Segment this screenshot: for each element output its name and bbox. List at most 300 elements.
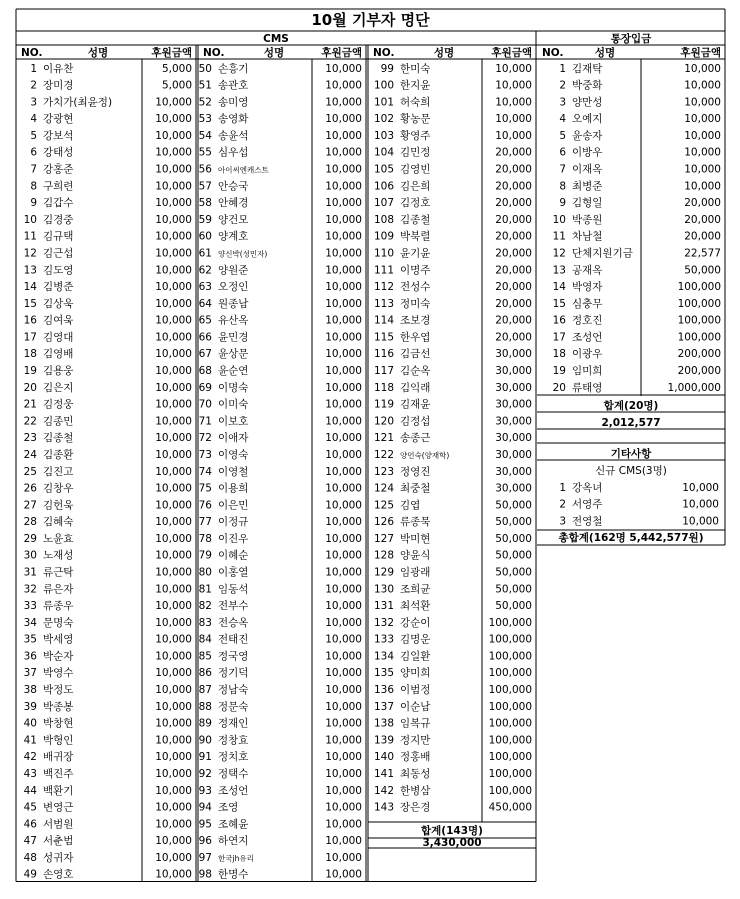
row-name: 김정섭 — [400, 415, 431, 428]
row-no: 31 — [23, 566, 37, 579]
row-no: 13 — [23, 264, 37, 277]
row-amount: 50,000 — [495, 600, 532, 613]
row-amount: 10,000 — [325, 415, 362, 428]
row-name: 김재윤 — [400, 398, 431, 411]
row-name: 김창우 — [43, 482, 74, 495]
row-amount: 20,000 — [684, 213, 721, 226]
row-no: 71 — [198, 415, 212, 428]
cms-total-value: 3,430,000 — [422, 837, 482, 849]
row-amount: 10,000 — [325, 717, 362, 730]
row-no: 5 — [30, 129, 37, 142]
row-amount: 10,000 — [155, 365, 192, 378]
row-amount: 10,000 — [325, 600, 362, 613]
row-amount: 10,000 — [155, 398, 192, 411]
row-name: 김익래 — [400, 381, 431, 394]
col-header-amount: 후원금액 — [680, 47, 721, 59]
bank-total-value: 2,012,577 — [601, 416, 661, 429]
row-name: 이미숙 — [218, 398, 249, 411]
row-amount: 20,000 — [495, 146, 532, 159]
row-no: 133 — [373, 633, 394, 646]
row-name: 송종근 — [400, 432, 431, 445]
row-no: 68 — [198, 365, 212, 378]
row-name: 정지만 — [400, 734, 431, 747]
row-name: 박종원 — [572, 213, 603, 226]
row-no: 120 — [373, 415, 394, 428]
row-name: 강옥녀 — [572, 481, 603, 494]
row-no: 118 — [373, 381, 394, 394]
row-name: 김상욱 — [43, 297, 74, 310]
row-amount: 10,000 — [325, 566, 362, 579]
row-name: 김은희 — [400, 180, 431, 193]
row-name: 김정웅 — [43, 398, 74, 411]
row-no: 135 — [373, 667, 394, 680]
row-amount: 10,000 — [155, 113, 192, 126]
row-amount: 10,000 — [155, 734, 192, 747]
row-name: 안승국 — [218, 180, 249, 193]
row-no: 4 — [559, 113, 566, 126]
row-no: 83 — [198, 616, 212, 629]
row-amount: 10,000 — [684, 62, 721, 75]
row-no: 55 — [198, 146, 212, 159]
row-name: 이광우 — [572, 348, 603, 361]
row-no: 100 — [373, 79, 394, 92]
bank-total-label: 합계(20명) — [603, 399, 659, 412]
row-no: 3 — [30, 96, 37, 109]
row-name: 송윤석 — [218, 129, 249, 142]
row-amount: 10,000 — [325, 767, 362, 780]
row-name: 이순남 — [400, 700, 431, 713]
row-name: 정문숙 — [218, 700, 249, 713]
row-amount: 10,000 — [155, 717, 192, 730]
row-name: 양언숙(양재학) — [400, 450, 450, 460]
row-amount: 10,000 — [684, 113, 721, 126]
row-name: 조혜윤 — [218, 818, 249, 831]
row-name: 백진주 — [43, 767, 74, 780]
row-name: 이유찬 — [43, 62, 74, 75]
row-name: 가치가(최윤정) — [43, 96, 113, 109]
row-name: 김여욱 — [43, 314, 74, 327]
row-amount: 10,000 — [325, 264, 362, 277]
row-amount: 10,000 — [682, 515, 719, 528]
row-no: 5 — [559, 129, 566, 142]
row-name: 양신박(성민자) — [218, 249, 268, 259]
row-name: 조성언 — [572, 331, 603, 344]
row-name: 정영진 — [400, 465, 431, 478]
row-no: 88 — [198, 700, 212, 713]
row-amount: 30,000 — [495, 398, 532, 411]
row-name: 김금선 — [400, 348, 431, 361]
row-amount: 10,000 — [155, 835, 192, 848]
row-no: 12 — [552, 247, 566, 260]
row-name: 김갑수 — [43, 197, 74, 210]
row-name: 이명주 — [400, 264, 431, 277]
row-no: 48 — [23, 851, 37, 864]
row-name: 장은경 — [400, 801, 431, 814]
row-no: 130 — [373, 583, 394, 596]
row-name: 서범원 — [43, 818, 74, 831]
row-no: 19 — [23, 365, 37, 378]
row-amount: 10,000 — [155, 247, 192, 260]
row-amount: 50,000 — [495, 549, 532, 562]
row-amount: 10,000 — [325, 851, 362, 864]
row-amount: 20,000 — [684, 197, 721, 210]
row-no: 79 — [198, 549, 212, 562]
row-name: 정기덕 — [218, 667, 249, 680]
row-no: 3 — [559, 515, 566, 528]
row-no: 36 — [23, 650, 37, 663]
row-no: 85 — [198, 650, 212, 663]
row-amount: 10,000 — [155, 264, 192, 277]
row-no: 29 — [23, 532, 37, 545]
row-no: 115 — [373, 331, 394, 344]
row-name: 이진우 — [218, 532, 249, 545]
row-no: 6 — [559, 146, 566, 159]
row-no: 2 — [559, 498, 566, 511]
row-name: 박형인 — [43, 734, 74, 747]
row-no: 104 — [373, 146, 394, 159]
row-amount: 100,000 — [677, 331, 721, 344]
row-name: 조영 — [218, 801, 239, 814]
row-amount: 10,000 — [155, 851, 192, 864]
row-no: 92 — [198, 767, 212, 780]
row-no: 50 — [198, 62, 212, 75]
row-no: 87 — [198, 684, 212, 697]
row-name: 김도영 — [43, 264, 74, 277]
row-no: 40 — [23, 717, 37, 730]
row-amount: 10,000 — [325, 868, 362, 881]
row-no: 58 — [198, 197, 212, 210]
row-amount: 50,000 — [495, 566, 532, 579]
row-name: 차남철 — [572, 230, 603, 243]
row-no: 47 — [23, 835, 37, 848]
row-name: 정홍배 — [400, 751, 431, 764]
row-amount: 20,000 — [495, 163, 532, 176]
row-name: 김영배 — [43, 348, 74, 361]
row-amount: 10,000 — [155, 549, 192, 562]
row-amount: 10,000 — [325, 784, 362, 797]
row-no: 9 — [559, 197, 566, 210]
row-amount: 10,000 — [155, 180, 192, 193]
row-no: 60 — [198, 230, 212, 243]
row-name: 김종철 — [400, 213, 431, 226]
col-header-name: 성명 — [263, 47, 285, 59]
row-no: 138 — [373, 717, 394, 730]
row-name: 김헌욱 — [43, 499, 74, 512]
row-amount: 10,000 — [325, 667, 362, 680]
row-no: 51 — [198, 79, 212, 92]
row-name: 임복규 — [400, 717, 431, 730]
row-amount: 10,000 — [325, 432, 362, 445]
row-name: 서춘범 — [43, 835, 74, 848]
row-name: 공재옥 — [572, 264, 603, 277]
row-name: 이명숙 — [218, 381, 249, 394]
row-no: 15 — [552, 297, 566, 310]
row-name: 김종민 — [43, 415, 74, 428]
row-amount: 10,000 — [325, 650, 362, 663]
row-no: 12 — [23, 247, 37, 260]
row-amount: 10,000 — [155, 129, 192, 142]
row-amount: 10,000 — [155, 381, 192, 394]
row-no: 73 — [198, 448, 212, 461]
row-amount: 10,000 — [325, 281, 362, 294]
row-amount: 20,000 — [495, 297, 532, 310]
row-name: 정창효 — [218, 734, 249, 747]
row-name: 양건모 — [218, 213, 249, 226]
row-amount: 10,000 — [325, 146, 362, 159]
row-amount: 20,000 — [495, 331, 532, 344]
row-amount: 30,000 — [495, 348, 532, 361]
row-name: 박창현 — [43, 717, 74, 730]
row-amount: 5,000 — [161, 79, 192, 92]
row-name: 정국영 — [218, 650, 249, 663]
row-no: 81 — [198, 583, 212, 596]
row-no: 116 — [373, 348, 394, 361]
row-amount: 200,000 — [677, 348, 721, 361]
row-no: 139 — [373, 734, 394, 747]
row-amount: 20,000 — [684, 230, 721, 243]
row-amount: 50,000 — [495, 516, 532, 529]
row-no: 34 — [23, 616, 37, 629]
row-name: 노재성 — [43, 549, 74, 562]
row-name: 정재인 — [218, 717, 249, 730]
row-name: 이은민 — [218, 499, 249, 512]
row-amount: 10,000 — [682, 498, 719, 511]
row-name: 정미숙 — [400, 297, 431, 310]
row-amount: 20,000 — [495, 247, 532, 260]
row-amount: 10,000 — [684, 146, 721, 159]
row-name: 강광현 — [43, 113, 74, 126]
row-no: 90 — [198, 734, 212, 747]
row-no: 113 — [373, 297, 394, 310]
row-no: 72 — [198, 432, 212, 445]
row-no: 33 — [23, 600, 37, 613]
row-amount: 10,000 — [155, 146, 192, 159]
row-amount: 10,000 — [155, 801, 192, 814]
row-amount: 30,000 — [495, 465, 532, 478]
row-no: 126 — [373, 516, 394, 529]
row-amount: 10,000 — [325, 113, 362, 126]
row-name: 송관호 — [218, 79, 249, 92]
row-amount: 50,000 — [495, 583, 532, 596]
row-name: 오정인 — [218, 281, 249, 294]
row-no: 108 — [373, 213, 394, 226]
row-no: 134 — [373, 650, 394, 663]
row-amount: 10,000 — [325, 96, 362, 109]
row-no: 119 — [373, 398, 394, 411]
row-no: 97 — [198, 851, 212, 864]
row-amount: 22,577 — [684, 247, 721, 260]
row-no: 80 — [198, 566, 212, 579]
other-sub: 신규 CMS(3명) — [595, 464, 667, 477]
row-name: 강보석 — [43, 129, 74, 142]
row-no: 2 — [30, 79, 37, 92]
row-no: 99 — [380, 62, 394, 75]
row-no: 19 — [552, 365, 566, 378]
row-amount: 450,000 — [488, 801, 532, 814]
row-name: 구희련 — [43, 180, 74, 193]
row-amount: 20,000 — [495, 180, 532, 193]
row-no: 91 — [198, 751, 212, 764]
row-no: 86 — [198, 667, 212, 680]
row-no: 136 — [373, 684, 394, 697]
row-name: 김엽 — [400, 499, 421, 512]
row-name: 김영빈 — [400, 163, 431, 176]
row-no: 63 — [198, 281, 212, 294]
row-no: 84 — [198, 633, 212, 646]
row-name: 원종남 — [218, 297, 249, 310]
row-name: 박세영 — [43, 633, 74, 646]
row-no: 57 — [198, 180, 212, 193]
row-amount: 10,000 — [325, 499, 362, 512]
row-name: 양윤식 — [400, 549, 431, 562]
row-name: 박정도 — [43, 684, 74, 697]
row-no: 98 — [198, 868, 212, 881]
row-no: 112 — [373, 281, 394, 294]
row-amount: 10,000 — [325, 465, 362, 478]
row-no: 38 — [23, 684, 37, 697]
row-no: 15 — [23, 297, 37, 310]
row-name: 성귀자 — [43, 851, 74, 864]
row-amount: 10,000 — [325, 835, 362, 848]
row-name: 류근탁 — [43, 566, 74, 579]
row-amount: 100,000 — [488, 700, 532, 713]
row-no: 54 — [198, 129, 212, 142]
row-no: 111 — [373, 264, 394, 277]
row-amount: 10,000 — [325, 79, 362, 92]
row-amount: 10,000 — [155, 566, 192, 579]
row-name: 박순자 — [43, 650, 74, 663]
row-no: 9 — [30, 197, 37, 210]
row-no: 18 — [552, 348, 566, 361]
col-header-no: NO. — [21, 47, 43, 59]
row-no: 14 — [552, 281, 566, 294]
row-amount: 10,000 — [155, 751, 192, 764]
row-name: 윤기윤 — [400, 247, 431, 260]
row-no: 28 — [23, 516, 37, 529]
row-amount: 10,000 — [684, 96, 721, 109]
row-name: 황영주 — [400, 129, 431, 142]
row-no: 143 — [373, 801, 394, 814]
row-no: 76 — [198, 499, 212, 512]
row-name: 양계호 — [218, 230, 249, 243]
row-amount: 10,000 — [325, 801, 362, 814]
row-amount: 50,000 — [495, 499, 532, 512]
row-name: 최동성 — [400, 767, 431, 780]
row-name: 이영철 — [218, 465, 249, 478]
row-no: 53 — [198, 113, 212, 126]
row-name: 최중철 — [400, 482, 431, 495]
row-amount: 10,000 — [684, 180, 721, 193]
col-header-name: 성명 — [433, 47, 455, 59]
row-no: 67 — [198, 348, 212, 361]
row-no: 41 — [23, 734, 37, 747]
row-amount: 30,000 — [495, 365, 532, 378]
row-amount: 10,000 — [325, 751, 362, 764]
row-amount: 10,000 — [155, 314, 192, 327]
row-no: 117 — [373, 365, 394, 378]
row-name: 정치호 — [218, 751, 249, 764]
row-amount: 100,000 — [488, 616, 532, 629]
row-name: 박종봉 — [43, 700, 74, 713]
row-amount: 10,000 — [684, 79, 721, 92]
row-name: 김종환 — [43, 448, 74, 461]
row-amount: 10,000 — [325, 230, 362, 243]
row-name: 류은자 — [43, 583, 74, 596]
row-amount: 10,000 — [495, 62, 532, 75]
row-no: 39 — [23, 700, 37, 713]
row-amount: 10,000 — [155, 616, 192, 629]
row-name: 전부수 — [218, 600, 249, 613]
row-name: 양만성 — [572, 96, 603, 109]
row-no: 124 — [373, 482, 394, 495]
row-no: 2 — [559, 79, 566, 92]
row-no: 1 — [559, 481, 566, 494]
row-amount: 50,000 — [495, 532, 532, 545]
row-name: 윤상문 — [218, 348, 249, 361]
row-no: 94 — [198, 801, 212, 814]
row-no: 30 — [23, 549, 37, 562]
row-amount: 100,000 — [488, 767, 532, 780]
row-name: 허숙희 — [400, 96, 431, 109]
row-name: 양미희 — [400, 667, 431, 680]
row-name: 임미희 — [572, 365, 603, 378]
row-amount: 10,000 — [325, 700, 362, 713]
row-no: 43 — [23, 767, 37, 780]
table-grid — [16, 9, 725, 882]
row-no: 46 — [23, 818, 37, 831]
row-name: 이범정 — [400, 684, 431, 697]
row-no: 131 — [373, 600, 394, 613]
row-amount: 10,000 — [155, 465, 192, 478]
row-no: 4 — [30, 113, 37, 126]
row-no: 70 — [198, 398, 212, 411]
row-amount: 10,000 — [325, 549, 362, 562]
row-name: 정남숙 — [218, 684, 249, 697]
row-amount: 10,000 — [684, 129, 721, 142]
row-no: 64 — [198, 297, 212, 310]
row-name: 이용희 — [218, 482, 249, 495]
row-no: 25 — [23, 465, 37, 478]
row-name: 배귀장 — [43, 751, 74, 764]
row-amount: 10,000 — [325, 583, 362, 596]
grand-total: 총합계(162명 5,442,577원) — [558, 532, 704, 544]
row-amount: 10,000 — [155, 348, 192, 361]
row-amount: 10,000 — [495, 113, 532, 126]
row-no: 95 — [198, 818, 212, 831]
row-amount: 10,000 — [155, 767, 192, 780]
row-no: 65 — [198, 314, 212, 327]
row-name: 김은지 — [43, 381, 74, 394]
row-amount: 50,000 — [684, 264, 721, 277]
row-amount: 10,000 — [155, 482, 192, 495]
row-amount: 10,000 — [684, 163, 721, 176]
row-amount: 10,000 — [325, 62, 362, 75]
row-name: 문명숙 — [43, 616, 74, 629]
row-no: 74 — [198, 465, 212, 478]
row-no: 110 — [373, 247, 394, 260]
row-amount: 10,000 — [325, 616, 362, 629]
row-no: 59 — [198, 213, 212, 226]
row-no: 101 — [373, 96, 394, 109]
row-no: 61 — [198, 247, 212, 260]
row-amount: 10,000 — [155, 499, 192, 512]
row-no: 62 — [198, 264, 212, 277]
cms-total-label: 합계(143명) — [421, 825, 483, 837]
row-no: 109 — [373, 230, 394, 243]
row-name: 송미영 — [218, 96, 249, 109]
row-no: 8 — [559, 180, 566, 193]
row-amount: 10,000 — [155, 818, 192, 831]
